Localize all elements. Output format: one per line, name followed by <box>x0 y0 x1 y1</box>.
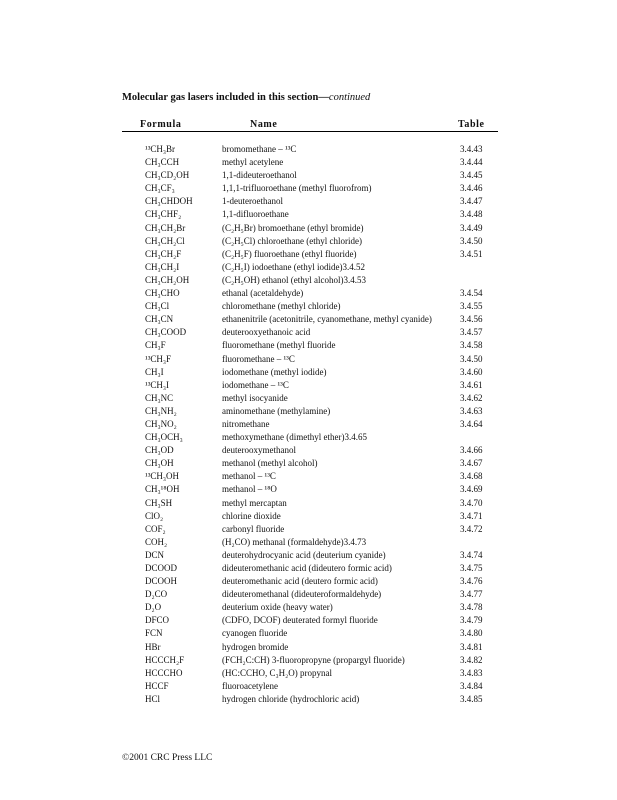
table-ref-cell: 3.4.61 <box>460 379 483 390</box>
table-ref-cell: 3.4.55 <box>460 301 483 312</box>
name-cell: hydrogen chloride (hydrochloric acid) <box>222 693 360 704</box>
name-cell: methyl isocyanide <box>222 392 288 403</box>
formula-cell: CH₃OCH₃ <box>145 432 183 443</box>
table-row <box>0 287 617 300</box>
header-rule <box>122 131 498 132</box>
table-ref-cell: 3.4.78 <box>460 602 483 613</box>
formula-cell: CH₃I <box>145 366 164 377</box>
name-cell: ethanal (acetaldehyde) <box>222 288 304 299</box>
formula-cell: CH₃CHDOH <box>145 196 193 207</box>
table-row <box>0 208 617 221</box>
name-cell: (HC:CCHO, C₃H₂O) propynal <box>222 667 333 678</box>
table-row <box>0 169 617 182</box>
table-ref-cell: 3.4.70 <box>460 497 483 508</box>
name-cell: 1-deuteroethanol <box>222 196 283 207</box>
column-header-name: Name <box>250 119 278 130</box>
table-row <box>0 457 617 470</box>
table-row <box>0 261 617 274</box>
name-cell: chloromethane (methyl chloride) <box>222 301 341 312</box>
name-cell: fluoromethane (methyl fluoride <box>222 340 336 351</box>
name-cell: (C₂H₅F) fluoroethane (ethyl fluoride) <box>222 248 357 259</box>
name-cell: deuterohydrocyanic acid (deuterium cyanide) <box>222 549 386 560</box>
table-row <box>0 693 617 706</box>
table-row <box>0 562 617 575</box>
formula-cell: CH₃OH <box>145 458 174 469</box>
table-ref-cell: 3.4.82 <box>460 654 483 665</box>
table-ref-cell: 3.4.83 <box>460 667 483 678</box>
formula-cell: CH₃CN <box>145 314 174 325</box>
table-row <box>0 195 617 208</box>
section-title-continued: continued <box>328 92 371 103</box>
table-row <box>0 667 617 680</box>
formula-cell: DCOOD <box>145 563 178 573</box>
formula-cell: CH₃NO₂ <box>145 418 177 429</box>
formula-cell: ¹³CH₃F <box>145 353 172 364</box>
table-ref-cell: 3.4.85 <box>460 693 483 704</box>
table-row <box>0 627 617 640</box>
table-row <box>0 575 617 588</box>
name-cell: (C₂H₅OH) ethanol (ethyl alcohol)3.4.53 <box>222 274 366 285</box>
name-cell: deuterooxyethanoic acid <box>222 327 311 338</box>
table-ref-cell: 3.4.79 <box>460 615 483 626</box>
formula-cell: DFCO <box>145 615 170 626</box>
formula-cell: CH₃NH₂ <box>145 405 177 416</box>
formula-cell: CH₃CHF₂ <box>145 209 182 220</box>
formula-cell: COH₂ <box>145 536 168 547</box>
name-cell: deuterooxymethanol <box>222 445 296 456</box>
name-cell: methanol (methyl alcohol) <box>222 458 318 469</box>
table-ref-cell: 3.4.71 <box>460 510 483 521</box>
table-row <box>0 235 617 248</box>
name-cell: methanol – ¹⁸O <box>222 484 277 495</box>
name-cell: fluoroacetylene <box>222 680 278 691</box>
table-ref-cell: 3.4.67 <box>460 458 483 469</box>
table-row <box>0 497 617 510</box>
table-ref-cell: 3.4.77 <box>460 589 483 600</box>
table-row <box>0 444 617 457</box>
name-cell: dideuteromethanic acid (dideutero formic acid) <box>222 563 392 573</box>
table-ref-cell: 3.4.80 <box>460 628 483 639</box>
table-row <box>0 156 617 169</box>
name-cell: (H₂CO) methanal (formaldehyde)3.4.73 <box>222 536 367 547</box>
table-row <box>0 641 617 654</box>
formula-cell: CH₃¹⁸OH <box>145 484 180 495</box>
table-row <box>0 470 617 483</box>
formula-cell: DCOOH <box>145 576 178 587</box>
copyright-footer: ©2001 CRC Press LLC <box>122 753 213 763</box>
table-row <box>0 300 617 313</box>
name-cell: 1,1-dideuteroethanol <box>222 170 297 181</box>
table-ref-cell: 3.4.54 <box>460 288 483 299</box>
formula-cell: CH₃CCH <box>145 157 180 168</box>
name-cell: fluoromethane – ¹³C <box>222 353 295 364</box>
table-ref-cell: 3.4.49 <box>460 222 483 233</box>
table-ref-cell: 3.4.76 <box>460 576 483 587</box>
table-ref-cell: 3.4.43 <box>460 144 483 154</box>
table-ref-cell: 3.4.50 <box>460 353 483 364</box>
formula-cell: CH₃OD <box>145 445 174 456</box>
table-ref-cell: 3.4.62 <box>460 392 483 403</box>
table-row <box>0 222 617 235</box>
table-ref-cell: 3.4.66 <box>460 445 483 456</box>
formula-cell: CH₃CF₃ <box>145 183 175 194</box>
formula-cell: CH₃CH₂I <box>145 261 180 272</box>
table-ref-cell: 3.4.69 <box>460 484 483 495</box>
formula-cell: FCN <box>145 628 163 639</box>
name-cell: (C₂H₅Cl) chloroethane (ethyl chloride) <box>222 235 362 246</box>
formula-cell: CH₃CH₂OH <box>145 274 190 285</box>
table-row <box>0 536 617 549</box>
table-row <box>0 510 617 523</box>
formula-cell: HCCF <box>145 680 169 691</box>
table-row <box>0 588 617 601</box>
table-row <box>0 405 617 418</box>
table-ref-cell: 3.4.60 <box>460 366 483 377</box>
table-row <box>0 601 617 614</box>
formula-cell: HBr <box>145 641 161 652</box>
table-ref-cell: 3.4.50 <box>460 235 483 246</box>
table-ref-cell: 3.4.44 <box>460 157 483 168</box>
name-cell: ethanenitrile (acetonitrile, cyanomethane, methyl cyanide) <box>222 314 432 325</box>
name-cell: deuteromethanic acid (deutero formic acid) <box>222 576 378 587</box>
name-cell: methyl mercaptan <box>222 497 287 508</box>
table-ref-cell: 3.4.84 <box>460 680 483 691</box>
table-row <box>0 353 617 366</box>
table-row <box>0 523 617 536</box>
name-cell: (C₂H₅I) iodoethane (ethyl iodide)3.4.52 <box>222 261 365 272</box>
table-row <box>0 549 617 562</box>
formula-cell: CH₃NC <box>145 392 174 403</box>
table-ref-cell: 3.4.64 <box>460 418 483 429</box>
formula-cell: D₂O <box>145 602 162 613</box>
table-ref-cell: 3.4.81 <box>460 641 483 652</box>
formula-cell: ¹³CH₃OH <box>145 471 180 482</box>
formula-cell: D₂CO <box>145 589 168 600</box>
formula-cell: CH₃CH₂F <box>145 248 182 259</box>
table-ref-cell: 3.4.47 <box>460 196 483 207</box>
table-row <box>0 248 617 261</box>
formula-cell: CH₃SH <box>145 497 173 508</box>
table-ref-cell: 3.4.63 <box>460 405 483 416</box>
table-ref-cell: 3.4.74 <box>460 549 483 560</box>
table-row <box>0 182 617 195</box>
name-cell: (C₂H₅Br) bromoethane (ethyl bromide) <box>222 222 364 233</box>
table-ref-cell: 3.4.75 <box>460 563 483 573</box>
name-cell: (FCH₂C:CH) 3-fluoropropyne (propargyl fluoride) <box>222 654 405 665</box>
formula-cell: ¹³CH₃Br <box>145 144 176 154</box>
table-row <box>0 654 617 667</box>
table-ref-cell: 3.4.72 <box>460 523 483 534</box>
formula-cell: CH₃COOD <box>145 327 187 338</box>
name-cell: dideuteromethanal (dideuteroformaldehyde) <box>222 589 382 600</box>
table-ref-cell: 3.4.51 <box>460 248 483 259</box>
name-cell: aminomethane (methylamine) <box>222 405 331 416</box>
name-cell: methoxymethane (dimethyl ether)3.4.65 <box>222 432 367 443</box>
table-row <box>0 366 617 379</box>
table-ref-cell: 3.4.48 <box>460 209 483 220</box>
formula-cell: HCl <box>145 693 161 704</box>
formula-cell: CH₃F <box>145 340 166 351</box>
table-row <box>0 339 617 352</box>
name-cell: cyanogen fluoride <box>222 628 288 639</box>
section-title <box>122 92 370 103</box>
formula-cell: HCCCH₂F <box>145 654 185 665</box>
name-cell: 1,1,1-trifluoroethane (methyl fluorofrom) <box>222 183 372 194</box>
formula-cell: ¹³CH₃I <box>145 379 170 390</box>
table-ref-cell: 3.4.46 <box>460 183 483 194</box>
formula-cell: COF₂ <box>145 523 166 534</box>
name-cell: nitromethane <box>222 418 270 429</box>
table-ref-cell: 3.4.56 <box>460 314 483 325</box>
name-cell: methyl acetylene <box>222 157 284 168</box>
table-row <box>0 680 617 693</box>
laser-table <box>0 143 617 706</box>
section-title-main: Molecular gas lasers included in this section— <box>122 92 329 103</box>
name-cell: carbonyl fluoride <box>222 523 285 534</box>
table-row <box>0 274 617 287</box>
table-ref-cell: 3.4.57 <box>460 327 483 338</box>
formula-cell: CH₃Cl <box>145 301 170 312</box>
table-row <box>0 483 617 496</box>
table-row <box>0 313 617 326</box>
column-header-table: Table <box>458 119 485 130</box>
table-row <box>0 431 617 444</box>
table-row <box>0 392 617 405</box>
table-row <box>0 379 617 392</box>
name-cell: iodomethane (methyl iodide) <box>222 366 327 377</box>
name-cell: chlorine dioxide <box>222 510 281 521</box>
column-header-formula: Formula <box>140 119 182 130</box>
name-cell: bromomethane – ¹³C <box>222 144 297 154</box>
table-ref-cell: 3.4.58 <box>460 340 483 351</box>
name-cell: deuterium oxide (heavy water) <box>222 602 333 613</box>
formula-cell: HCCCHO <box>145 667 183 678</box>
table-ref-cell: 3.4.45 <box>460 170 483 181</box>
table-ref-cell: 3.4.68 <box>460 471 483 482</box>
table-row <box>0 143 617 156</box>
name-cell: (CDFO, DCOF) deuterated formyl fluoride <box>222 615 378 626</box>
table-row <box>0 418 617 431</box>
table-row <box>0 614 617 627</box>
formula-cell: CH₃CH₂Br <box>145 222 186 233</box>
formula-cell: CH₃CD₂OH <box>145 170 190 181</box>
formula-cell: DCN <box>145 549 165 560</box>
name-cell: methanol – ¹³C <box>222 471 276 482</box>
formula-cell: ClO₂ <box>145 510 164 521</box>
name-cell: iodomethane – ¹³C <box>222 379 289 390</box>
formula-cell: CH₃CH₂Cl <box>145 235 185 246</box>
name-cell: 1,1-difluoroethane <box>222 209 289 220</box>
formula-cell: CH₃CHO <box>145 288 180 299</box>
name-cell: hydrogen bromide <box>222 641 289 652</box>
table-row <box>0 326 617 339</box>
